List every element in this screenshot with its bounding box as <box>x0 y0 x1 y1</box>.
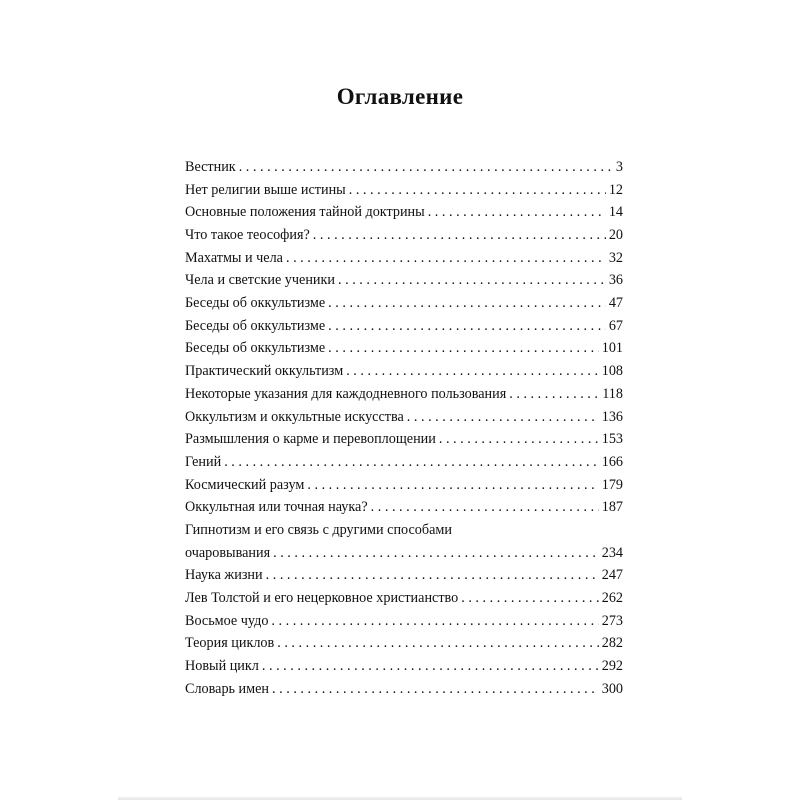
toc-entry-title: Чела и светские ученики <box>185 272 335 289</box>
toc-entry-title: Махатмы и чела <box>185 249 283 266</box>
table-of-contents <box>185 156 623 701</box>
toc-entry-page: 101 <box>601 340 623 357</box>
toc-entry-title: Лев Толстой и его нецерковное христианство <box>185 590 459 607</box>
dot-leader <box>224 451 599 474</box>
dot-leader <box>407 406 599 429</box>
toc-entry-page: 108 <box>601 363 623 380</box>
toc-entry <box>185 292 623 315</box>
dot-leader <box>346 360 599 383</box>
toc-entry <box>185 451 623 474</box>
toc-entry <box>185 179 623 202</box>
toc-entry-page: 36 <box>608 272 623 289</box>
toc-entry <box>185 201 623 224</box>
toc-entry <box>185 632 623 655</box>
toc-entry-page: 234 <box>601 544 623 561</box>
toc-entry-title: Основные положения тайной доктрины <box>185 204 425 221</box>
toc-entry-page: 136 <box>601 408 623 425</box>
toc-entry-second-line <box>185 542 623 565</box>
toc-entry <box>185 655 623 678</box>
toc-entry <box>185 338 623 361</box>
toc-entry-title: Нет религии выше истины <box>185 181 346 198</box>
toc-entry-title: Размышления о карме и перевоплощении <box>185 431 436 448</box>
toc-entry-title: Теория циклов <box>185 635 275 652</box>
toc-entry-page: 32 <box>608 249 623 266</box>
toc-entry <box>185 564 623 587</box>
toc-entry-page: 166 <box>601 453 623 470</box>
toc-entry-page: 12 <box>608 181 623 198</box>
toc-entry-page: 118 <box>602 385 623 402</box>
toc-entry-page: 3 <box>615 158 623 175</box>
toc-entry <box>185 383 623 406</box>
toc-entry <box>185 247 623 270</box>
dot-leader <box>262 655 599 678</box>
toc-entry-title: Оккультная или точная наука? <box>185 499 368 516</box>
dot-leader <box>328 315 606 338</box>
toc-entry <box>185 428 623 451</box>
toc-entry-title-line1: Гипнотизм и его связь с другими способами <box>185 522 452 538</box>
toc-entry <box>185 474 623 497</box>
dot-leader <box>371 496 599 519</box>
dot-leader <box>307 474 598 497</box>
toc-entry-page: 187 <box>601 499 623 516</box>
dot-leader <box>266 564 599 587</box>
toc-entry-title: Некоторые указания для каждодневного пользования <box>185 385 507 402</box>
toc-entry-title: Новый цикл <box>185 658 259 675</box>
toc-entry <box>185 269 623 292</box>
toc-entry <box>185 406 623 429</box>
dot-leader <box>272 678 599 701</box>
toc-entry <box>185 678 623 701</box>
toc-entry-title: Оккультизм и оккультные искусства <box>185 408 404 425</box>
toc-entry-title: Словарь имен <box>185 680 270 697</box>
dot-leader <box>338 269 606 292</box>
dot-leader <box>509 383 599 406</box>
dot-leader <box>461 587 598 610</box>
dot-leader <box>428 201 606 224</box>
toc-entry <box>185 156 623 179</box>
toc-entry-page: 300 <box>601 680 623 697</box>
dot-leader <box>271 610 598 633</box>
dot-leader <box>439 428 599 451</box>
toc-entry-page: 179 <box>601 476 623 493</box>
dot-leader <box>277 632 598 655</box>
toc-entry-title-line2: очаровывания <box>185 544 271 561</box>
toc-entry <box>185 610 623 633</box>
toc-entry-title: Что такое теософия? <box>185 227 310 244</box>
toc-entry-title: Гений <box>185 453 222 470</box>
dot-leader <box>273 542 599 565</box>
toc-entry-page: 47 <box>608 295 623 312</box>
toc-entry <box>185 587 623 610</box>
toc-entry-title: Беседы об оккультизме <box>185 295 326 312</box>
dot-leader <box>286 247 606 270</box>
toc-entry-page: 67 <box>608 317 623 334</box>
toc-entry-page: 20 <box>608 227 623 244</box>
toc-entry-page: 14 <box>608 204 623 221</box>
toc-entry-title: Беседы об оккультизме <box>185 317 326 334</box>
toc-entry-page: 153 <box>601 431 623 448</box>
toc-entry <box>185 496 623 519</box>
toc-entry-title: Восьмое чудо <box>185 612 269 629</box>
toc-entry-page: 282 <box>601 635 623 652</box>
page-title: Оглавление <box>336 84 464 109</box>
toc-entry <box>185 360 623 383</box>
toc-entry <box>185 519 623 564</box>
toc-entry-title: Наука жизни <box>185 567 263 584</box>
toc-entry-page: 247 <box>601 567 623 584</box>
dot-leader <box>349 179 606 202</box>
toc-entry-title: Космический разум <box>185 476 305 493</box>
toc-entry <box>185 315 623 338</box>
dot-leader <box>239 156 613 179</box>
toc-entry-page: 262 <box>601 590 623 607</box>
toc-entry-title: Вестник <box>185 158 236 175</box>
toc-entry <box>185 224 623 247</box>
toc-entry-page: 273 <box>601 612 623 629</box>
toc-entry-page: 292 <box>601 658 623 675</box>
dot-leader <box>328 338 599 361</box>
dot-leader <box>328 292 606 315</box>
toc-entry-title: Практический оккультизм <box>185 363 344 380</box>
dot-leader <box>313 224 606 247</box>
toc-entry-title: Беседы об оккультизме <box>185 340 326 357</box>
